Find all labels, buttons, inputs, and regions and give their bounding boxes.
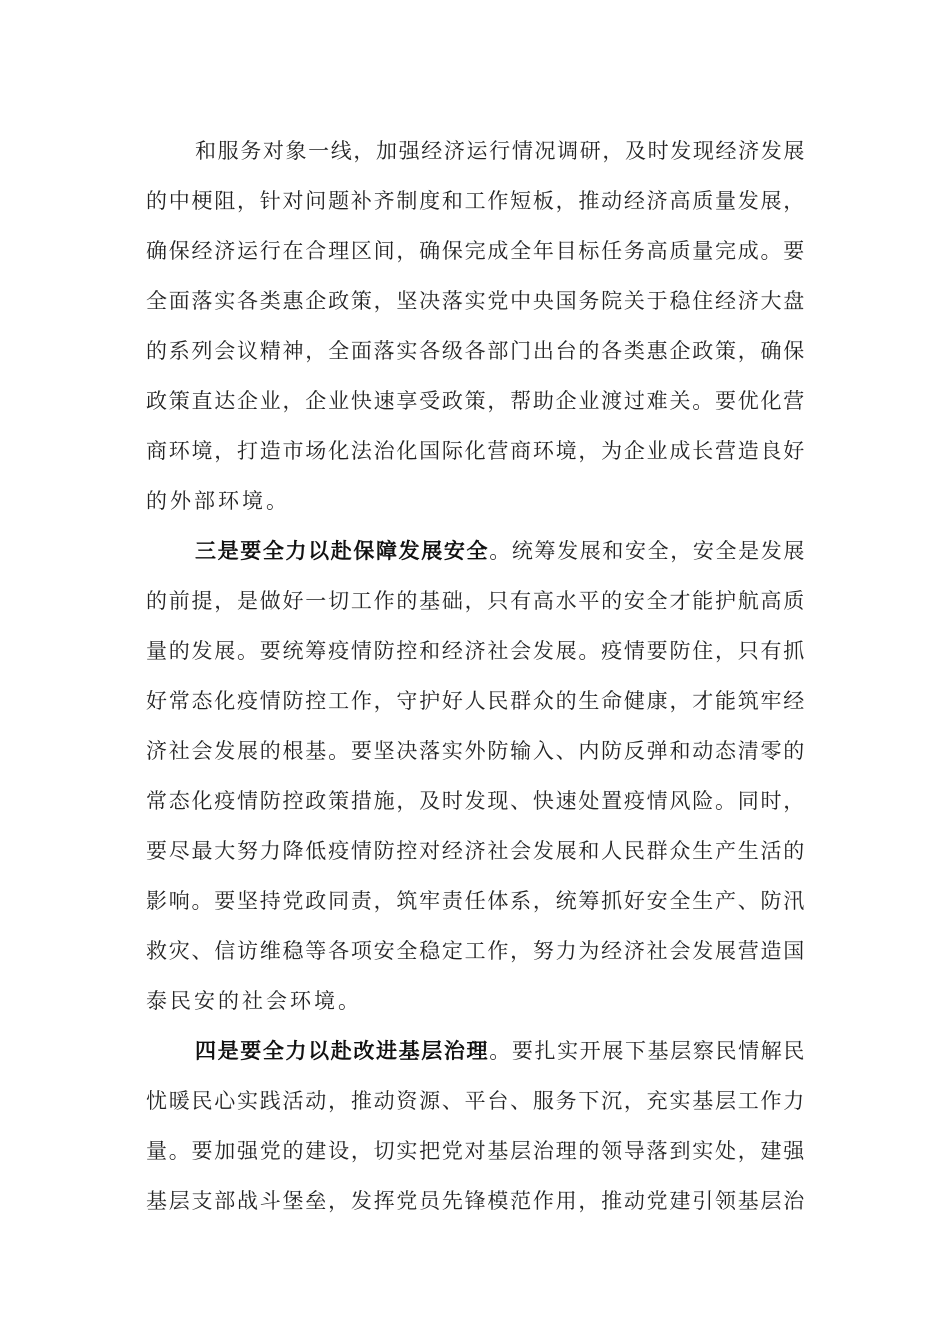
paragraph-line: 的前提，是做好一切工作的基础，只有高水平的安全才能护航高质 <box>146 589 806 613</box>
section-4-heading: 四是要全力以赴改进基层治理 <box>195 1039 490 1063</box>
paragraph-line: 和服务对象一线，加强经济运行情况调研，及时发现经济发展 <box>195 139 806 163</box>
paragraph-line: 泰民安的社会环境。 <box>146 989 362 1013</box>
paragraph-line: 的系列会议精神，全面落实各级各部门出台的各类惠企政策，确保 <box>146 339 806 363</box>
paragraph-line: 的外部环境。 <box>146 489 290 513</box>
section-4-first-line <box>195 1031 806 1071</box>
paragraph-line: 确保经济运行在合理区间，确保完成全年目标任务高质量完成。要 <box>146 239 806 263</box>
paragraph-line: 量。要加强党的建设，切实把党对基层治理的领导落到实处，建强 <box>146 1139 806 1163</box>
paragraph-line: 救灾、信访维稳等各项安全稳定工作，努力为经济社会发展营造国 <box>146 939 806 963</box>
paragraph-line: 济社会发展的根基。要坚决落实外防输入、内防反弹和动态清零的 <box>146 739 806 763</box>
paragraph-line: 基层支部战斗堡垒，发挥党员先锋模范作用，推动党建引领基层治 <box>146 1189 806 1213</box>
paragraph-line: 影响。要坚持党政同责，筑牢责任体系，统筹抓好安全生产、防汛 <box>146 889 806 913</box>
paragraph-line: 量的发展。要统筹疫情防控和经济社会发展。疫情要防住，只有抓 <box>146 639 806 663</box>
paragraph-line: 商环境，打造市场化法治化国际化营商环境，为企业成长营造良好 <box>146 439 806 463</box>
paragraph-line: 要尽最大努力降低疫情防控对经济社会发展和人民群众生产生活的 <box>146 839 806 863</box>
section-4-text: 。要扎实开展下基层察民情解民 <box>489 1039 807 1063</box>
section-3-text: 。统筹发展和安全，安全是发展 <box>489 539 807 563</box>
section-3-heading: 三是要全力以赴保障发展安全 <box>195 539 490 563</box>
section-3-first-line <box>195 531 806 571</box>
paragraph-line: 常态化疫情防控政策措施，及时发现、快速处置疫情风险。同时， <box>146 789 806 813</box>
paragraph-line: 的中梗阻，针对问题补齐制度和工作短板，推动经济高质量发展， <box>146 189 806 213</box>
paragraph-line: 好常态化疫情防控工作，守护好人民群众的生命健康，才能筑牢经 <box>146 689 806 713</box>
paragraph-line: 忧暖民心实践活动，推动资源、平台、服务下沉，充实基层工作力 <box>146 1089 806 1113</box>
paragraph-line: 全面落实各类惠企政策，坚决落实党中央国务院关于稳住经济大盘 <box>146 289 806 313</box>
paragraph-line: 政策直达企业，企业快速享受政策，帮助企业渡过难关。要优化营 <box>146 389 806 413</box>
